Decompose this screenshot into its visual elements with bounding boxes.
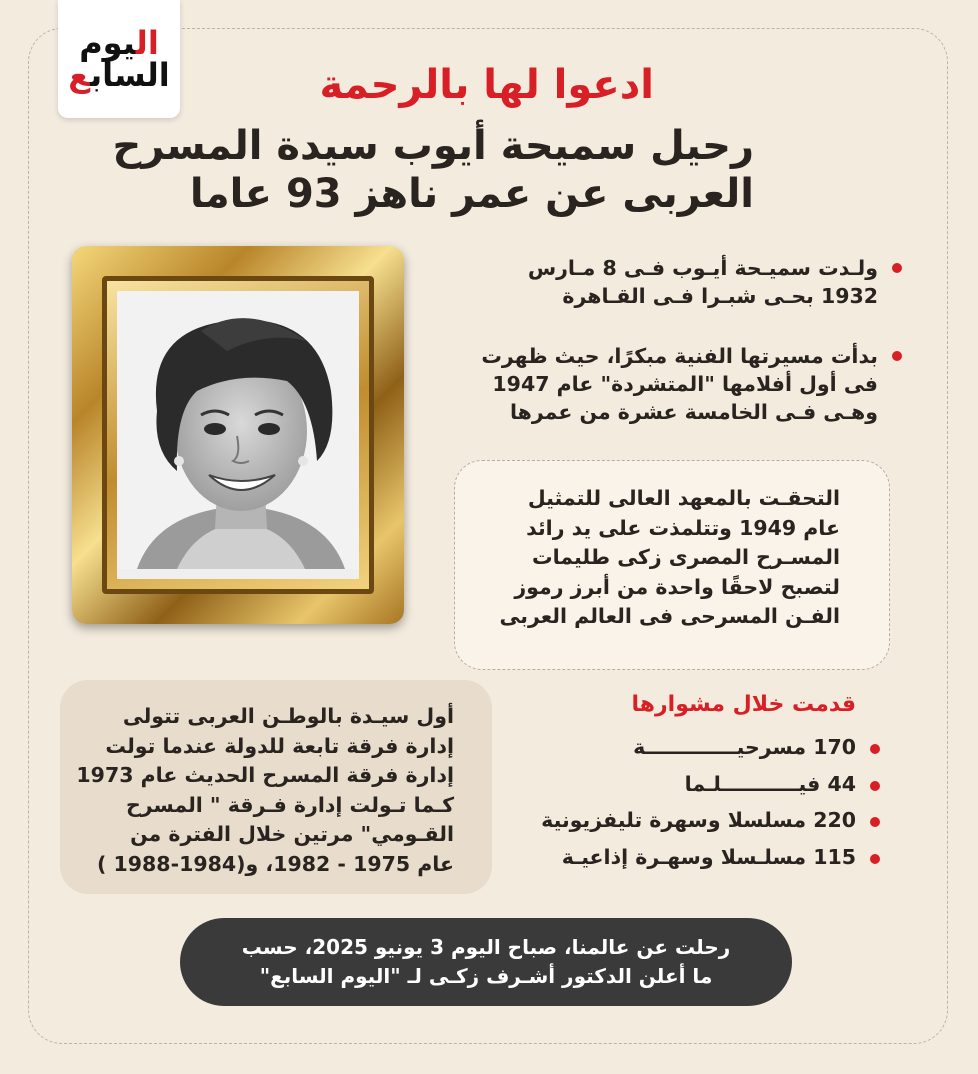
logo-accent-bottom: ع [68, 56, 91, 94]
headline-red: ادعوا لها بالرحمة [319, 62, 654, 108]
fact-birth-line-1: ولـدت سميـحة أيـوب فـى 8 مـارس [527, 256, 878, 280]
academy-text [480, 484, 840, 632]
works-item-label: 170 مسرحيـــــــــــــة [633, 735, 856, 759]
logo-line-2 [68, 56, 170, 94]
headline-line-2: العربى عن عمر ناهز 93 عاما [189, 171, 754, 217]
works-item-label: 115 مسلـسلا وسهـرة إذاعيـة [561, 844, 856, 869]
bullet-dot [870, 817, 880, 827]
portrait-inner-ring [102, 276, 374, 594]
portrait-photo [117, 291, 359, 579]
fact-birth-line-2: 1932 بحـى شبـرا فـى القـاهرة [562, 284, 878, 308]
works-heading: قدمت خلال مشوارها [631, 692, 856, 717]
death-announcement [180, 918, 792, 1006]
headline-line-1: رحيل سميحة أيوب سيدة المسرح [112, 123, 754, 169]
leadership-line-6: عام 1975 - 1982، و(1984-1988 ) [97, 851, 454, 876]
works-item-label: 220 مسلسلا وسهرة تليفزيونية [541, 808, 856, 832]
works-item-label: 44 فيـــــــــــلـما [684, 771, 856, 796]
announcement-line-1: رحلت عن عالمنا، صباح اليوم 3 يونيو 2025، حسب [241, 935, 731, 959]
works-item-films [526, 770, 856, 807]
works-item-plays [526, 733, 856, 770]
headline-main [112, 122, 754, 218]
logo-text-bottom: الساب [90, 56, 170, 94]
academy-line-3: المسـرح المصرى زكى طليمات [531, 545, 840, 569]
logo-line-1 [79, 24, 159, 62]
bullet-dot [892, 351, 902, 361]
leadership-line-1: أول سيـدة بالوطـن العربى تتولى [122, 704, 454, 728]
academy-line-2: عام 1949 وتتلمذت على يد رائد [526, 515, 840, 540]
leadership-line-2: إدارة فرقة تابعة للدولة عندما تولت [105, 733, 454, 758]
bullet-dot [870, 854, 880, 864]
portrait-illustration [117, 291, 359, 569]
site-logo[interactable] [58, 0, 180, 118]
fact-career-line-2: فى أول أفلامها "المتشردة" عام 1947 [492, 372, 878, 396]
bullet-dot [892, 263, 902, 273]
leadership-line-3: إدارة فرقة المسرح الحديث عام 1973 [76, 763, 454, 787]
portrait-frame [72, 246, 404, 624]
academy-line-1: التحقـت بالمعهد العالى للتمثيل [527, 486, 840, 510]
works-list [526, 733, 856, 879]
academy-line-4: لتصبح لاحقًا واحدة من أبرز رموز [514, 574, 840, 599]
bullet-dot [870, 744, 880, 754]
works-item-radio [526, 843, 856, 880]
fact-career-line-1: بدأت مسيرتها الفنية مبكرًا، حيث ظهرت [481, 344, 878, 368]
logo-text-top: يوم [79, 24, 136, 62]
works-item-tv [526, 806, 856, 843]
bullet-dot [870, 781, 880, 791]
leadership-line-5: القـومي" مرتين خلال الفترة من [130, 822, 454, 846]
logo-accent-top: ال [135, 24, 159, 62]
academy-line-5: الفـن المسرحى فى العالم العربى [499, 604, 840, 628]
fact-career-line-3: وهـى فـى الخامسة عشرة من عمرها [509, 400, 878, 424]
fact-career-block [458, 342, 878, 426]
fact-birth [458, 254, 878, 310]
leadership-text [54, 702, 454, 879]
leadership-line-4: كـما تـولت إدارة فـرقة " المسرح [125, 792, 454, 817]
fact-birth-block [458, 254, 878, 310]
fact-career-start [458, 342, 878, 426]
announcement-line-2: ما أعلن الدكتور أشـرف زكـى لـ "اليوم السابع" [259, 964, 713, 988]
